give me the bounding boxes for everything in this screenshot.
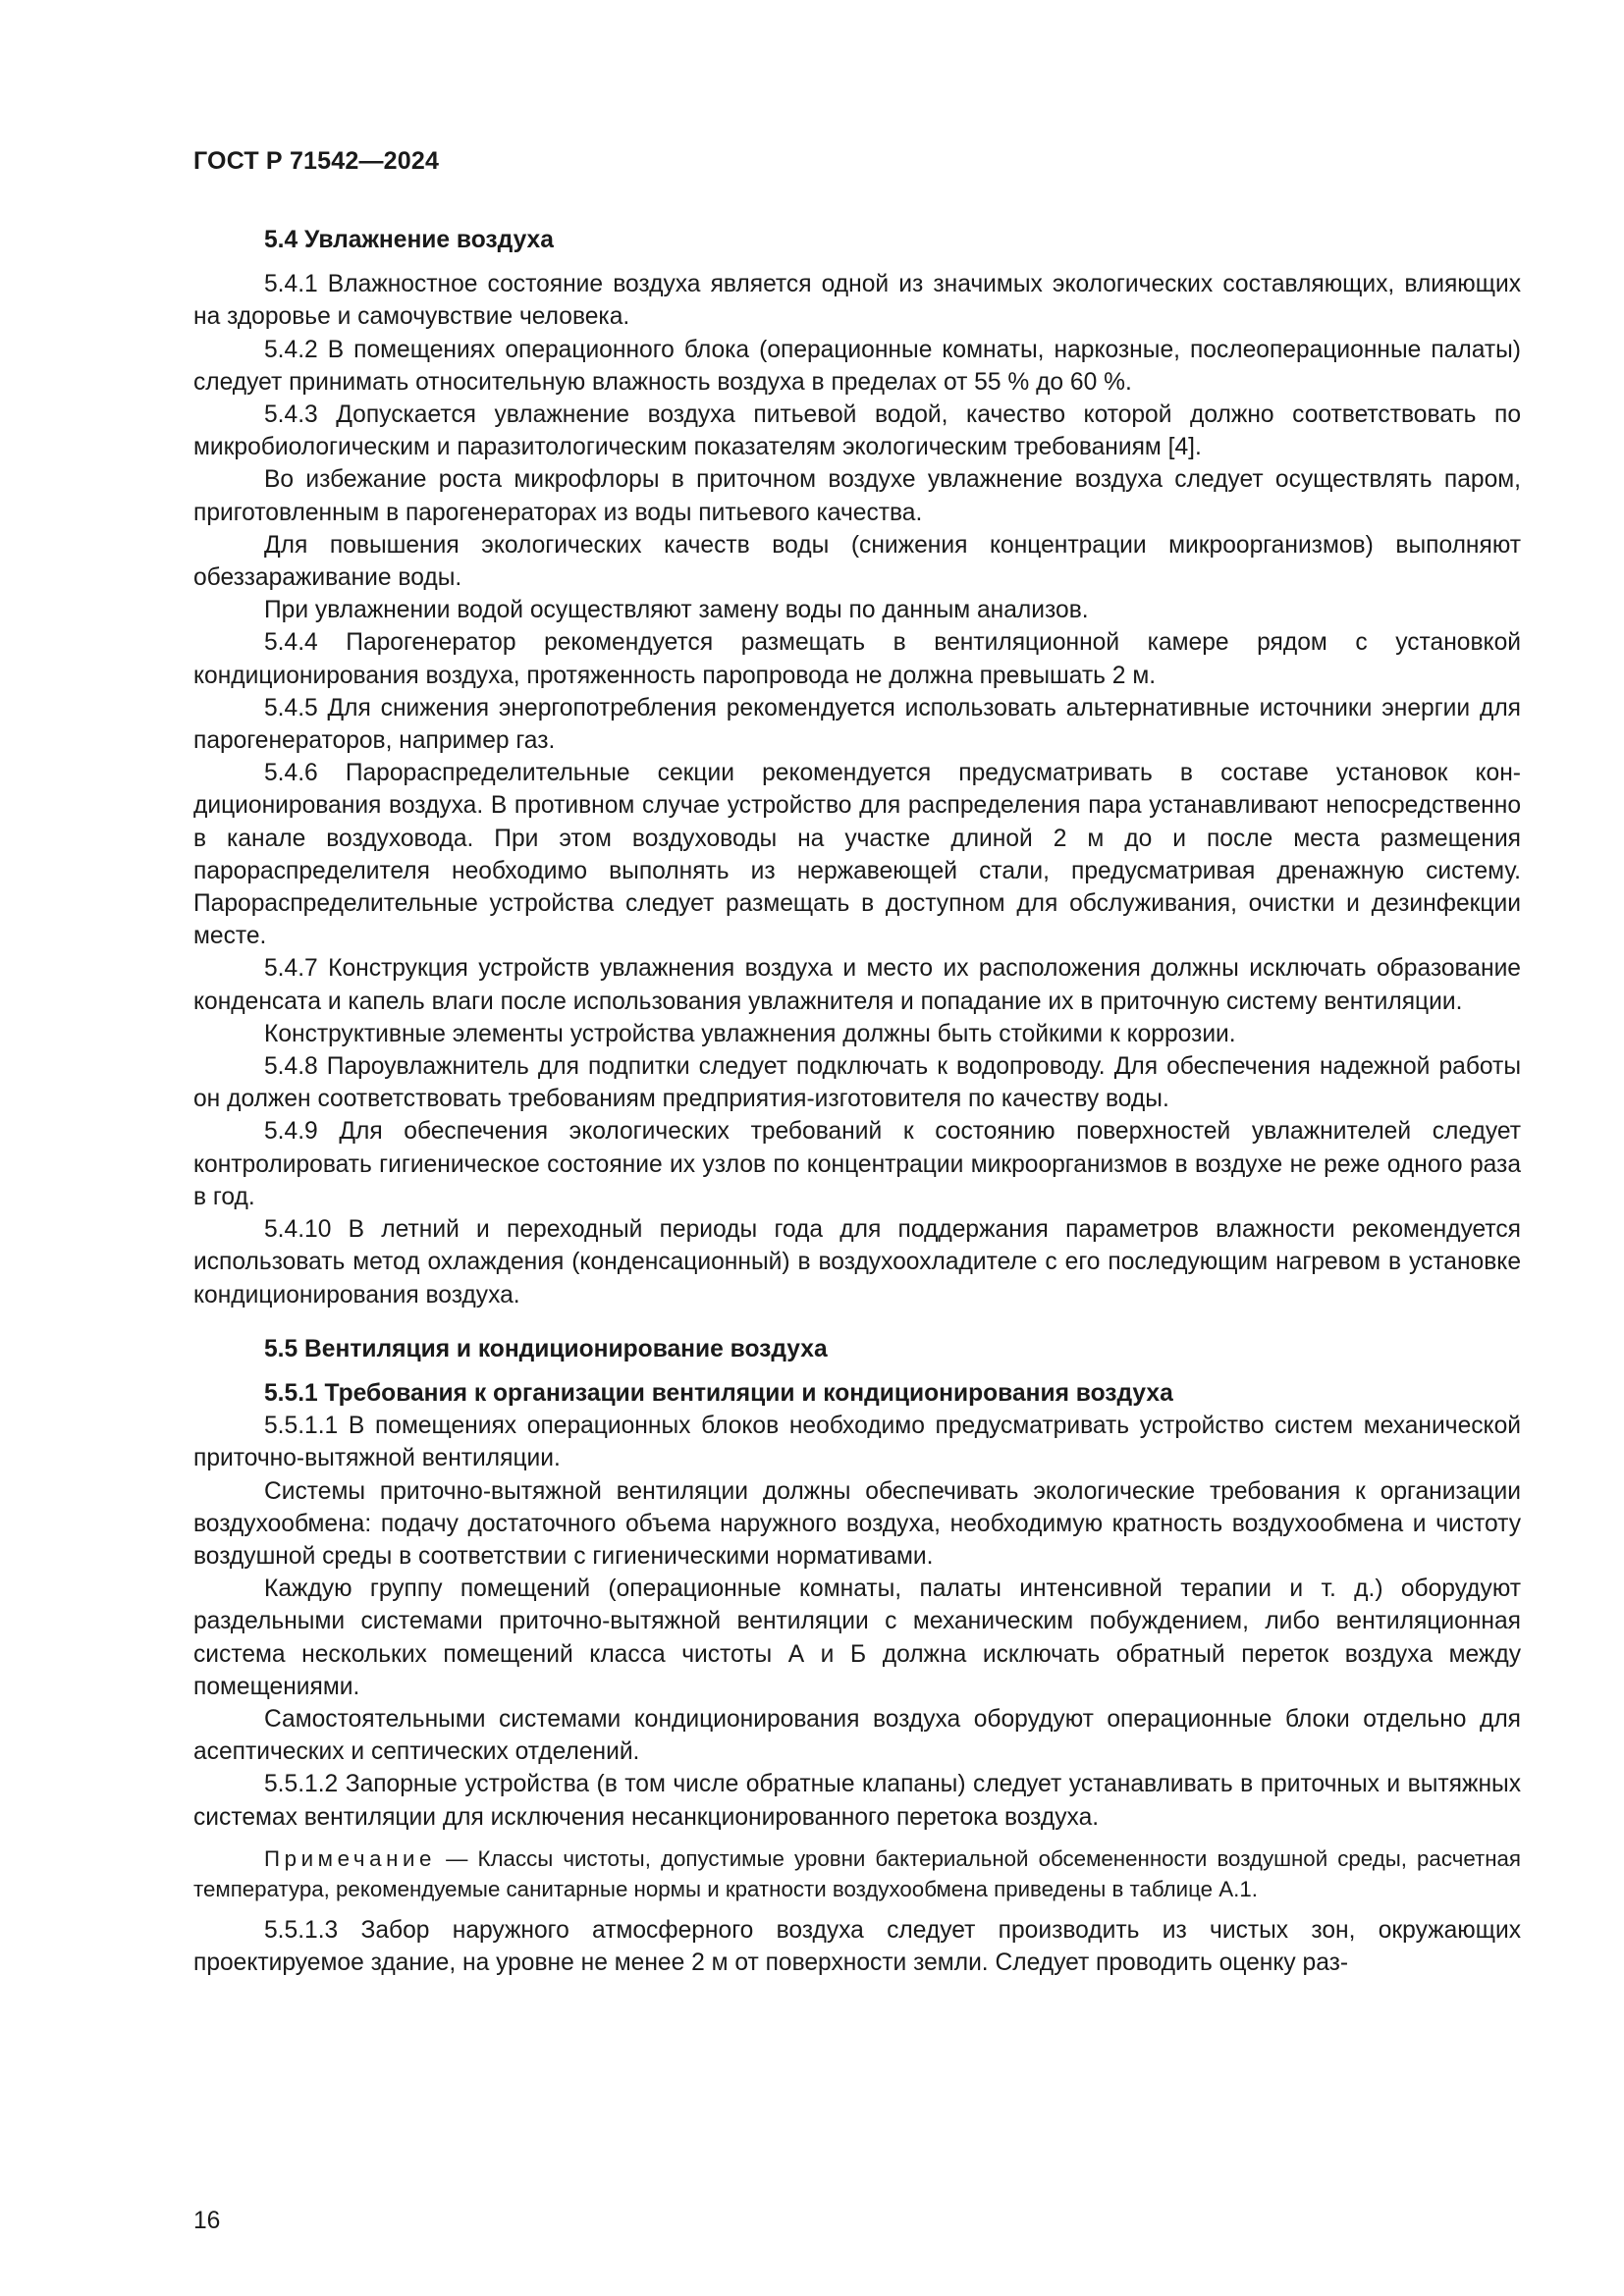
paragraph: Для повышения экологических качеств воды (снижения концентрации микроорганизмов) выполняют обеззараживание воды. — [193, 531, 1521, 592]
section-title-5-4: 5.4 Увлажнение воздуха — [264, 227, 554, 253]
paragraph-5-5-1-3: 5.5.1.3 Забор наружного атмосферного воздуха следует производить из чистых зон, окружающих проектируемое здание, на уровне не менее 2 м от поверхности земли. Следует проводить оценку раз- — [193, 1916, 1521, 1976]
paragraph-5-4-8: 5.4.8 Пароувлажнитель для подпитки следует подключать к водопроводу. Для обеспечения надежной работы он должен соответствовать требованиям предприятия-изготовителя по качеству воды. — [193, 1053, 1521, 1113]
paragraph-5-4-9: 5.4.9 Для обеспечения экологических требований к состоянию поверхностей увлажнителей следует контролировать гигиеническое состояние их узлов по концентрации микроорганизмов в воздухе не реже одного раза в год. — [193, 1118, 1521, 1210]
paragraph: Каждую группу помещений (операционные комнаты, палаты интенсивной терапии и т. д.) оборудуют раздельными системами приточно-вытяжной вентиляции с механическим побуждением, либо вентиляционная система нескольких помещений класса чистоты А и Б должна исключать обратный переток воздуха между помещениями. — [193, 1575, 1521, 1700]
paragraph: Системы приточно-вытяжной вентиляции должны обеспечивать экологические требования к организации воздухообмена: подачу достаточного объема наружного воздуха, необходимую кратность воздухообмена и чистоту воздушной среды в соответствии с гигиеническими нормативами. — [193, 1477, 1521, 1570]
paragraph-5-4-2: 5.4.2 В помещениях операционного блока (операционные комнаты, наркозные, послеоперационные палаты) следует принимать относительную влажность воздуха в пределах от 55 % до 60 %. — [193, 336, 1521, 396]
page-number: 16 — [193, 2208, 221, 2234]
page-content — [193, 214, 1521, 1979]
section-title-5-5-1: 5.5.1 Требования к организации вентиляции и кондиционирования воздуха — [264, 1379, 1173, 1407]
section-title-5-5: 5.5 Вентиляция и кондиционирование воздуха — [264, 1335, 828, 1362]
standard-header: ГОСТ Р 71542—2024 — [193, 147, 440, 175]
paragraph: Конструктивные элементы устройства увлажнения должны быть стойкими к коррозии. — [264, 1020, 1236, 1047]
note — [193, 1843, 1521, 1904]
paragraph-5-4-6: 5.4.6 Парораспределительные секции рекомендуется предусматривать в составе установок кондиционирования воздуха. В противном случае устройство для распределения пара устанавливают непосредственно в канале воздуховода. При этом воздуховоды на участке длиной 2 м до и после места размещения парораспределителя необходимо выполнять из нержавеющей стали, предусматривая дренажную систему. Парораспределительные устройства следует размещать в доступном для обслуживания, очистки и дезинфекции месте. — [193, 760, 1521, 950]
paragraph-5-4-3: 5.4.3 Допускается увлажнение воздуха питьевой водой, качество которой должно соответствовать по микробиологическим и паразитологическим показателям экологическим требованиям [4]. — [193, 401, 1521, 461]
paragraph-5-4-7: 5.4.7 Конструкция устройств увлажнения воздуха и место их расположения должны исключать образование конденсата и капель влаги после использования увлажнителя и попадание их в приточную систему вентиляции. — [193, 955, 1521, 1015]
paragraph-5-4-4: 5.4.4 Парогенератор рекомендуется размещать в вентиляционной камере рядом с установкой кондиционирования воздуха, протяженность паропровода не должна превышать 2 м. — [193, 629, 1521, 689]
paragraph-5-4-1: 5.4.1 Влажностное состояние воздуха является одной из значимых экологических составляющих, влияющих на здоровье и самочувствие человека. — [193, 271, 1521, 331]
paragraph: При увлажнении водой осуществляют замену воды по данным анализов. — [264, 597, 1089, 624]
paragraph-5-5-1-2: 5.5.1.2 Запорные устройства (в том числе обратные клапаны) следует устанавливать в приточных и вытяжных системах вентиляции для исключения несанкционированного перетока воздуха. — [193, 1771, 1521, 1831]
note-text: — Классы чистоты, допустимые уровни бактериальной обсемененности воздушной среды, расчетная температура, рекомендуемые санитарные нормы и кратности воздухообмена приведены в таблице А.1. — [193, 1845, 1521, 1901]
paragraph-5-4-5: 5.4.5 Для снижения энергопотребления рекомендуется использовать альтернативные источники энергии для парогенераторов, например газ. — [193, 694, 1521, 755]
paragraph-5-5-1-1: 5.5.1.1 В помещениях операционных блоков необходимо предусматривать устройство систем механической приточно-вытяжной вентиляции. — [193, 1413, 1521, 1472]
paragraph: Самостоятельными системами кондиционирования воздуха оборудуют операционные блоки отдельно для асептических и септических отделений. — [193, 1705, 1521, 1766]
paragraph: Во избежание роста микрофлоры в приточном воздухе увлажнение воздуха следует осуществлять паром, приготовленным в парогенераторах из воды питьевого качества. — [193, 466, 1521, 526]
note-label: Примечание — [264, 1845, 437, 1871]
paragraph-5-4-10: 5.4.10 В летний и переходный периоды года для поддержания параметров влажности рекомендуется использовать метод охлаждения (конденсационный) в воздухоохладителе с его последующим нагревом в установке кондиционирования воздуха. — [193, 1216, 1521, 1308]
